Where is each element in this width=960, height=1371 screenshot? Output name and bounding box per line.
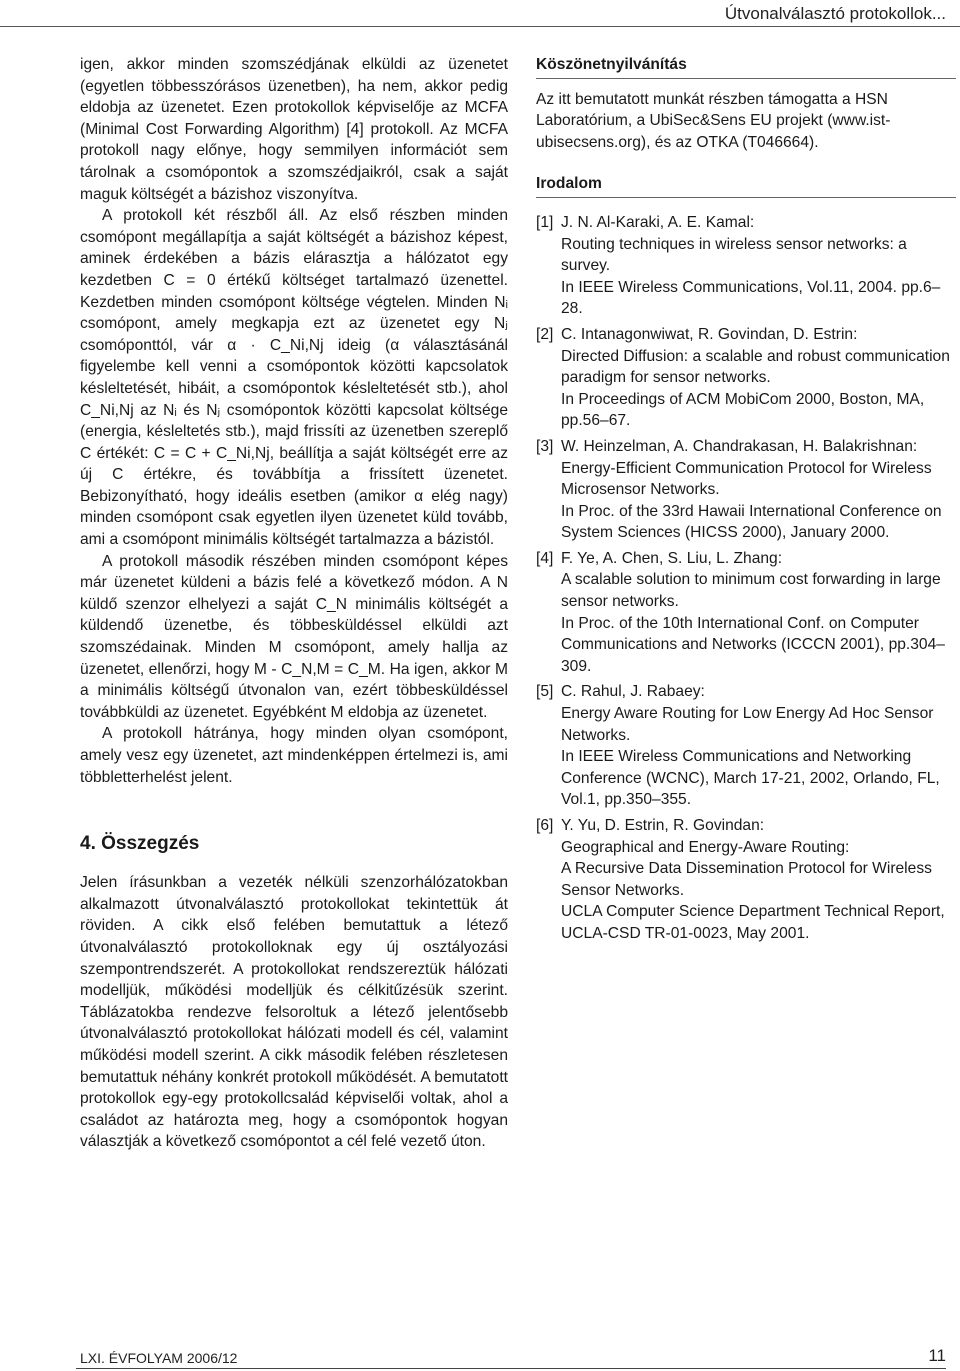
section-heading: 4. Összegzés <box>80 833 200 855</box>
body-paragraph: A protokoll két részből áll. Az első részben minden csomópont megállapítja a saját költségét a bázishoz képest, aminek érdekében a bázis elárasztja a hálózatot egy kezdetben C = 0 értékű költséget tartalmazó üzenettel. Kezdetben minden csomópont költsége végtelen. Minden Nᵢ csomópont, amely megkapja ezt az üzenetet egy Nⱼ csomóponttól, vár α · C_Ni,Nj ideig (α választásánál figyelembe kell venni a csomópontok közötti kapcsolatok késleltetését, hibáit, a csomópontok késleltetését stb.), ahol C_Ni,Nj az Nᵢ és Nⱼ csomópontok közötti kapcsolat költsége (energia, késleltetés stb.), majd frissíti az üzenetben szereplő C értékét: C = C + C_Ni,Nj, beállítja a saját költségét erre az új C értékre, és továbbítja a frissített üzenetet. Bebizonyítható, hogy ideális esetben (amikor α elég nagy) minden csomópont csak egyetlen ilyen üzenetet küld tovább, ami a csomópont minimális költségét tartalmazza a bázistól. <box>80 207 508 549</box>
reference-number: [1] <box>536 213 554 231</box>
reference-title: Energy-Efficient Communication Protocol for Wireless Microsensor Networks. <box>561 459 932 499</box>
reference-item <box>536 815 956 945</box>
reference-title: Geographical and Energy-Aware Routing: <box>561 838 850 856</box>
reference-number: [4] <box>536 549 554 567</box>
reference-title: Directed Diffusion: a scalable and robust communication paradigm for sensor networks. <box>561 347 950 387</box>
footer-rule <box>76 1368 946 1369</box>
references-list <box>536 212 956 945</box>
reference-number: [3] <box>536 437 554 455</box>
reference-authors: F. Ye, A. Chen, S. Liu, L. Zhang: <box>561 549 783 567</box>
reference-number: [2] <box>536 325 554 343</box>
reference-authors: C. Rahul, J. Rabaey: <box>561 683 705 701</box>
reference-item <box>536 324 956 432</box>
body-paragraph: A protokoll második részében minden csomópont képes már üzenetet küldeni a bázis felé a következő módon. A N küldő szenzor elhelyezi a saját C_N minimális költségét a küldendő üzenetbe, és többesküldéssel elküldi azt szomszédainak. Minden M csomópont, amely hallja az üzenetet, ellenőrzi, hogy M - C_N,M = C_M. Ha igen, akkor M a minimális költségű útvonalon van, ezért többesküldéssel továbbküldi az üzenetet. Egyébként M eldobja az üzenetet. <box>80 552 508 721</box>
reference-authors: W. Heinzelman, A. Chandrakasan, H. Balakrishnan: <box>561 437 918 455</box>
reference-title: Routing techniques in wireless sensor networks: a survey. <box>561 235 907 275</box>
reference-authors: C. Intanagonwiwat, R. Govindan, D. Estrin: <box>561 325 858 343</box>
acknowledgement-text: Az itt bemutatott munkát részben támogatta a HSN Laboratórium, a UbiSec&Sens EU projekt (www.ist-ubisecsens.org), és az OTKA (T046664). <box>536 90 891 151</box>
summary-paragraph: Jelen írásunkban a vezeték nélküli szenzorhálózatokban alkalmazott útvonalválasztó protokollokat tekintettük át röviden. A cikk első felében bemutattuk a létező útvonalválasztó protokolloknak egy új osztályozási szempontrendszerét. A protokollokat rendszereztük hálózati modelljük, működési modelljük és célkitűzésük szerint. Táblázatokba rendezve felsoroltuk a létező jelentősebb útvonalválasztó protokollokat hálózati modell és cél, valamint működési modell szerint. A cikk második felében részletesen bemutattuk néhány konkrét protokoll működését. A bemutatott protokollok egy-egy protokollcsalád képviselői voltak, ahol a családot az határozta meg, hogy a csomópontok hogyan választják a következő csomópontot a cél felé vezető úton. <box>80 874 508 1151</box>
acknowledgement-heading: Köszönetnyilvánítás <box>536 54 956 79</box>
reference-authors: J. N. Al-Karaki, A. E. Kamal: <box>561 213 755 231</box>
reference-item <box>536 436 956 544</box>
reference-number: [5] <box>536 683 554 701</box>
body-paragraph: A protokoll hátránya, hogy minden olyan csomópont, amely vesz egy üzenetet, azt mindenképpen értelmezi is, ami többletterhelést jelent. <box>80 725 508 786</box>
page-number: 11 <box>928 1346 946 1365</box>
reference-venue: In Proc. of the 10th International Conf. on Computer Communications and Networks (ICCCN 2001), pp.304–309. <box>561 614 945 675</box>
journal-volume: LXI. ÉVFOLYAM 2006/12 <box>80 1350 238 1366</box>
references-heading: Irodalom <box>536 173 956 198</box>
right-column <box>536 54 956 949</box>
body-paragraph: igen, akkor minden szomszédjának elküldi az üzenetet (egyetlen többesszórásos üzenetben), ha nem, akkor pedig eldobja az üzenetet. Ezen protokollok képviselője az MCFA (Minimal Cost Forwarding Algorithm) [4] protokoll. Az MCFA protokoll nagy előnye, hogy semmilyen információt sem tárolnak a csomópontok a szomszédjaikról, csak a saját maguk költségét a bázishoz viszonyítva. <box>80 56 508 203</box>
reference-authors: Y. Yu, D. Estrin, R. Govindan: <box>561 817 765 834</box>
reference-venue: In IEEE Wireless Communications and Networking Conference (WCNC), March 17-21, 2002, Orlando, FL, Vol.1, pp.350–355. <box>561 748 940 809</box>
reference-venue: In IEEE Wireless Communications, Vol.11, 2004. pp.6–28. <box>561 278 941 318</box>
header-rule <box>0 26 960 27</box>
reference-venue: UCLA Computer Science Department Technical Report, UCLA-CSD TR-01-0023, May 2001. <box>561 903 945 942</box>
reference-title: Energy Aware Routing for Low Energy Ad Hoc Sensor Networks. <box>561 705 934 744</box>
reference-item <box>536 548 956 678</box>
reference-venue: In Proc. of the 33rd Hawaii International Conference on System Sciences (HICSS 2000), January 2000. <box>561 502 942 542</box>
reference-subtitle: A Recursive Data Dissemination Protocol for Wireless Sensor Networks. <box>561 860 932 899</box>
running-title: Útvonalválasztó protokollok... <box>724 4 946 23</box>
reference-item <box>536 212 956 320</box>
reference-number: [6] <box>536 817 554 834</box>
left-column <box>80 54 508 1153</box>
reference-title: A scalable solution to minimum cost forwarding in large sensor networks. <box>561 571 941 611</box>
reference-item <box>536 681 956 811</box>
reference-venue: In Proceedings of ACM MobiCom 2000, Boston, MA, pp.56–67. <box>561 390 925 430</box>
